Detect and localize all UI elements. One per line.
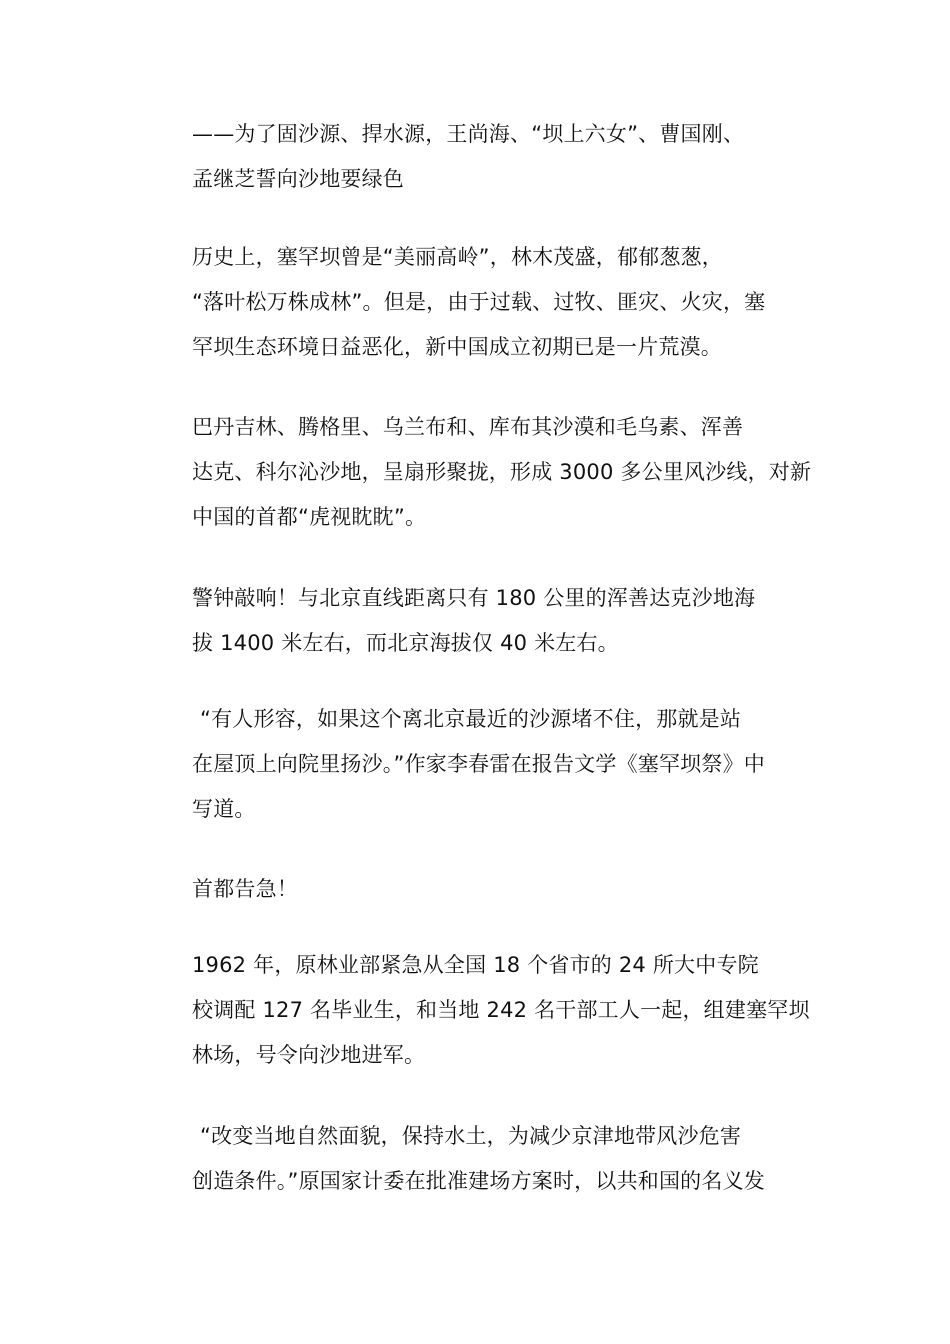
- text-line: “改变当地自然面貌，保持水土，为减少京津地带风沙危害: [200, 1124, 742, 1148]
- text-line: 林场，号令向沙地进军。: [192, 1043, 426, 1067]
- paragraph-history: [142, 235, 822, 370]
- paragraph-deserts: [142, 405, 822, 540]
- text-line: 警钟敲响！与北京直线距离只有 180 公里的浑善达克沙地海: [192, 586, 756, 610]
- text-line: 1962 年，原林业部紧急从全国 18 个省市的 24 所大中专院: [192, 953, 759, 977]
- text-line: “落叶松万株成林”。但是，由于过载、过牧、匪灾、火灾，塞: [192, 290, 766, 314]
- text-line: 达克、科尔沁沙地，呈扇形聚拢，形成 3000 多公里风沙线，对新: [192, 460, 812, 484]
- text-line: 历史上，塞罕坝曾是“美丽高岭”，林木茂盛，郁郁葱葱，: [192, 245, 723, 269]
- paragraph-subtitle: [142, 112, 822, 202]
- paragraph-alarm: [142, 576, 822, 666]
- text-line: 巴丹吉林、腾格里、乌兰布和、库布其沙漠和毛乌素、浑善: [192, 415, 744, 439]
- paragraph-1962: [142, 943, 822, 1078]
- text-line: 中国的首都“虎视眈眈”。: [192, 505, 427, 529]
- paragraph-capital-alert: [142, 867, 822, 912]
- text-line: 创造条件。”原国家计委在批准建场方案时，以共和国的名义发: [192, 1169, 765, 1193]
- text-line: 孟继芝誓向沙地要绿色: [192, 167, 404, 191]
- paragraph-quote-plan: [142, 1114, 822, 1204]
- text-line: ——为了固沙源、捍水源，王尚海、“坝上六女”、曹国刚、: [192, 122, 745, 146]
- text-line: “有人形容，如果这个离北京最近的沙源堵不住，那就是站: [200, 707, 742, 731]
- text-line: 首都告急！: [192, 877, 298, 901]
- text-line: 写道。: [192, 797, 256, 821]
- paragraph-quote-author: [142, 697, 822, 832]
- text-line: 校调配 127 名毕业生，和当地 242 名干部工人一起，组建塞罕坝: [192, 998, 810, 1022]
- text-line: 拔 1400 米左右，而北京海拔仅 40 米左右。: [192, 631, 619, 655]
- text-line: 在屋顶上向院里扬沙。”作家李春雷在报告文学《塞罕坝祭》中: [192, 752, 765, 776]
- text-line: 罕坝生态环境日益恶化，新中国成立初期已是一片荒漠。: [192, 335, 722, 359]
